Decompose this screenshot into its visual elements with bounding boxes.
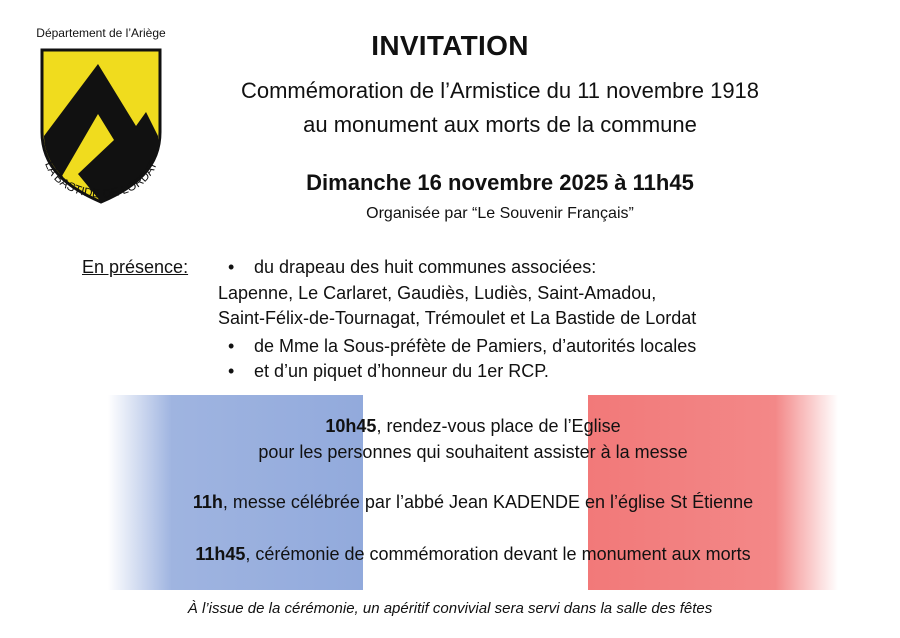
presence-item-text: de Mme la Sous-préfète de Pamiers, d’autorités locales xyxy=(254,336,697,356)
program-item-gathering-cont: pour les personnes qui souhaitent assister à la messe xyxy=(258,442,688,462)
presence-item-communes-2: Saint-Félix-de-Tournagat, Trémoulet et La Bastide de Lordat xyxy=(218,308,697,328)
bullet-icon: • xyxy=(228,336,235,356)
program-item-gathering: 10h45, rendez-vous place de l’Eglise xyxy=(325,416,621,436)
organizer-line: Organisée par “Le Souvenir Français” xyxy=(366,205,634,222)
bullet-icon: • xyxy=(228,361,235,381)
presence-item-communes-1: Lapenne, Le Carlaret, Gaudiès, Ludiès, Saint-Amadou, xyxy=(218,283,657,303)
presence-label: En présence: xyxy=(82,257,189,277)
commune-name: LA BASTIDE DE LORDAT xyxy=(42,159,160,201)
event-date: Dimanche 16 novembre 2025 à 11h45 xyxy=(306,170,694,195)
bullet-icon: • xyxy=(228,257,235,277)
presence-item-honor-guard xyxy=(228,361,549,382)
footer-note: À l’issue de la cérémonie, un apéritif convivial sera servi dans la salle des fêtes xyxy=(187,600,713,617)
page-title: INVITATION xyxy=(371,30,529,61)
coat-of-arms-icon xyxy=(36,42,166,212)
subtitle-line-1: Commémoration de l’Armistice du 11 novembre 1918 xyxy=(240,78,760,103)
department-label: Département de l’Ariège xyxy=(36,26,166,40)
presence-item-text: du drapeau des huit communes associées: xyxy=(254,257,597,277)
subtitle-line-2: au monument aux morts de la commune xyxy=(303,112,697,137)
program-item-mass: 11h, messe célébrée par l’abbé Jean KADENDE en l’église St Étienne xyxy=(192,492,754,512)
presence-item-officials xyxy=(228,336,696,357)
presence-item-text: et d’un piquet d’honneur du 1er RCP. xyxy=(254,361,549,381)
program-item-ceremony: 11h45, cérémonie de commémoration devant le monument aux morts xyxy=(195,544,751,564)
presence-item-flags xyxy=(228,257,596,278)
